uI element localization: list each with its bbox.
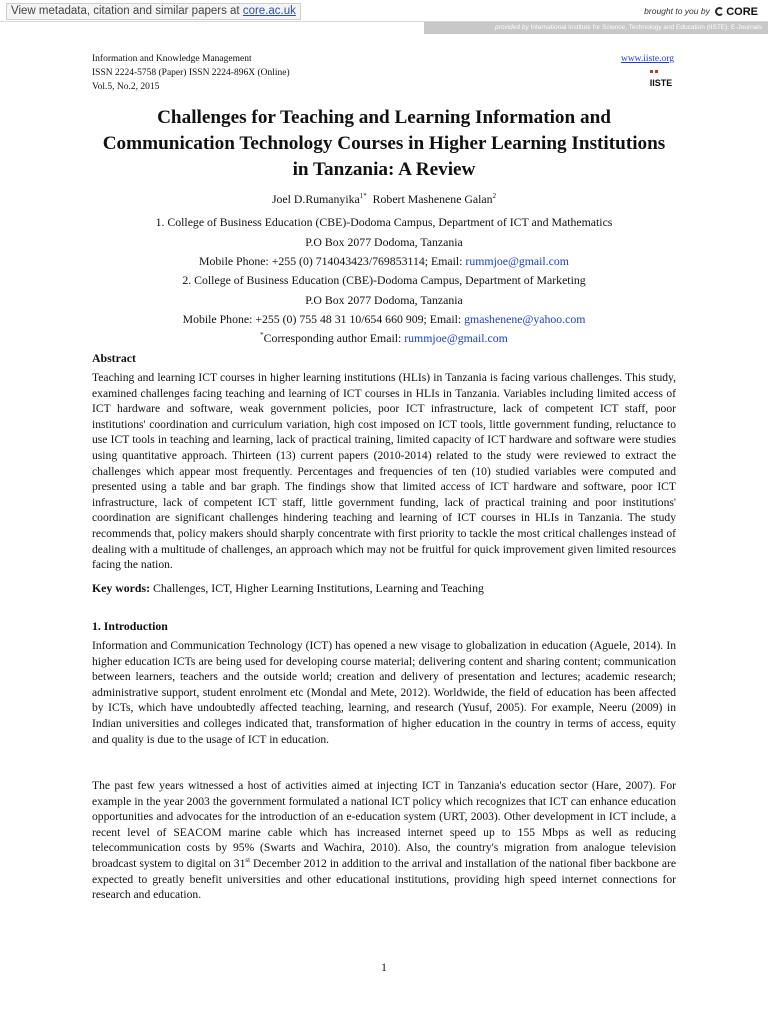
journal-website-link[interactable]: www.iiste.org	[620, 54, 674, 64]
introduction-paragraph-2	[92, 778, 676, 903]
introduction-paragraph-2-part-1: The past few years witnessed a host of activities aimed at injecting ICT in Tanzania's education sector (Hare, 2007). For example in the year 2003 the government formulated a national ICT policy which recognizes that ICT can enhance education opportunities and advocates for the introduction of an e-education system (URT, 2003). Other development in ICT include, a recent level of SEACOM marine cable which has increased internet speed up to 155 Mbps as well as reducing telecommunication costs by 95% (Swarts and Wachira, 2010). Also, the country's migration from analogue television broadcast system to digital on 31	[92, 779, 676, 870]
provided-by-label: provided by	[495, 24, 529, 31]
affiliation-1: 1. College of Business Education (CBE)-Dodoma Campus, Department of ICT and Mathematics	[155, 215, 613, 229]
introduction-heading: 1. Introduction	[92, 619, 168, 633]
author-1-marker: 1*	[359, 192, 367, 201]
core-ring-icon	[715, 7, 724, 16]
affiliation-2: 2. College of Business Education (CBE)-Dodoma Campus, Department of Marketing	[182, 273, 586, 287]
corresponding-email[interactable]: rummjoe@gmail.com	[404, 331, 508, 345]
keywords-text: Challenges, ICT, Higher Learning Institutions, Learning and Teaching	[150, 581, 484, 595]
iiste-logo	[649, 69, 673, 89]
corresponding-author	[80, 329, 688, 348]
core-brought-text: brought to you by	[644, 6, 710, 16]
author-line	[80, 190, 688, 209]
svg-text:IISTE: IISTE	[649, 78, 673, 88]
journal-header	[92, 52, 290, 94]
introduction-paragraph-1: Information and Communication Technology (ICT) has opened a new visage to globalization in education (Aguele, 2014). In higher education ICTs are being used for developing course material; delivering content and sharing content; communication between learners, teachers and the outside world; creation and delivery of presentation and lectures; academic research; administrative support, student enrolment etc (Mondal and Mete, 2012). Worldwide, the field of education has been affected by ICTs, which have undoubtedly affected teaching, learning, and research (Yusuf, 2005). For example, Neeru (2009) in Indian universities and colleges indicated that, transformation of higher education in the country in terms of access, equity and quality is due to the usage of ICT in education.	[92, 639, 676, 746]
affiliation-2-contact	[80, 310, 688, 329]
author-1: Joel D.Rumanyika	[271, 192, 360, 206]
affiliation-2-phone: Mobile Phone: +255 (0) 755 48 31 10/654 660 909; Email:	[182, 312, 465, 326]
abstract-heading: Abstract	[92, 351, 136, 365]
keywords-label: Key words:	[92, 581, 150, 595]
author-2-marker: 2	[492, 192, 497, 201]
core-metadata-link[interactable]	[6, 3, 301, 20]
provider-bar	[424, 22, 768, 34]
provider-name: International Institute for Science, Technology and Education (IISTE): E-Journals	[528, 24, 762, 31]
journal-volume: Vol.5, No.2, 2015	[92, 82, 160, 92]
abstract-text: Teaching and learning ICT courses in higher learning institutions (HLIs) in Tanzania is facing various challenges. This study, examined challenges facing teaching and learning of ICT courses in HLIs in Tanzania. Variables including limited access of ICT hardware and software, weak government policies, poor ICT infrastructure, lack of competent ICT staff, poor institutions' coordination and curriculum variation, high cost imposed on ICT tools, little government funding, reluctance to use ICT tools in teaching and learning, lack of practical training, limited capacity of ICT hardware and software were studies using quantitative approach. Thirteen (13) current papers (2010-2014) related to the study were reviewed to extract the challenges which appear most frequently. Percentages and frequencies of ten (10) studied variables were computed and presented using a table and bar graph. The findings show that limited access of ICT hardware and software, poor ICT infrastructure, lack of competent ICT staff, little government funding, lack of practical training and poor institutions' coordination are significant challenges hindering teaching and learning of ICT courses in HLIs in Tanzania. The study recommends that, policy makers should sharply concentrate with first priority to tackle the most critical challenges instead of dealing with a multitude of challenges, an approach which may not be fruitful for quick improvement given limited resources facing the nation.	[92, 371, 676, 572]
affiliation-2-address: P.O Box 2077 Dodoma, Tanzania	[305, 293, 463, 307]
affiliation-1-phone: Mobile Phone: +255 (0) 714043423/769853114; Email:	[199, 254, 466, 268]
core-view-text: View metadata, citation and similar papers at	[11, 5, 243, 17]
corresponding-marker: *	[260, 331, 264, 340]
keywords	[92, 580, 676, 596]
affiliation-1-contact	[80, 252, 688, 271]
ordinal-suffix: st	[245, 856, 251, 865]
journal-issn: ISSN 2224-5758 (Paper) ISSN 2224-896X (Online)	[92, 68, 290, 78]
affiliation-1-address: P.O Box 2077 Dodoma, Tanzania	[305, 235, 463, 249]
page-number: 1	[381, 962, 387, 974]
core-banner	[0, 0, 768, 22]
core-brought-by[interactable]	[644, 4, 758, 18]
author-2: Robert Mashenene Galan	[372, 192, 493, 206]
introduction-paragraph-2-part-2: December 2012 in addition to the arrival and installation of the national fiber backbone are expected to greatly benefit universities and other educational institutions, providing high speed internet connections for research and education.	[92, 856, 676, 902]
paper-title: Challenges for Teaching and Learning Information and Communication Technology Courses in Higher Learning Institutions in Tanzania: A Review	[102, 107, 666, 180]
journal-name: Information and Knowledge Management	[92, 54, 252, 64]
core-logo: CORE	[715, 5, 758, 19]
corresponding-label: Corresponding author Email:	[263, 331, 405, 345]
author-1-email[interactable]: rummjoe@gmail.com	[465, 254, 569, 268]
core-ac-uk-link[interactable]: core.ac.uk	[242, 5, 296, 17]
author-2-email[interactable]: gmashenene@yahoo.com	[464, 312, 586, 326]
